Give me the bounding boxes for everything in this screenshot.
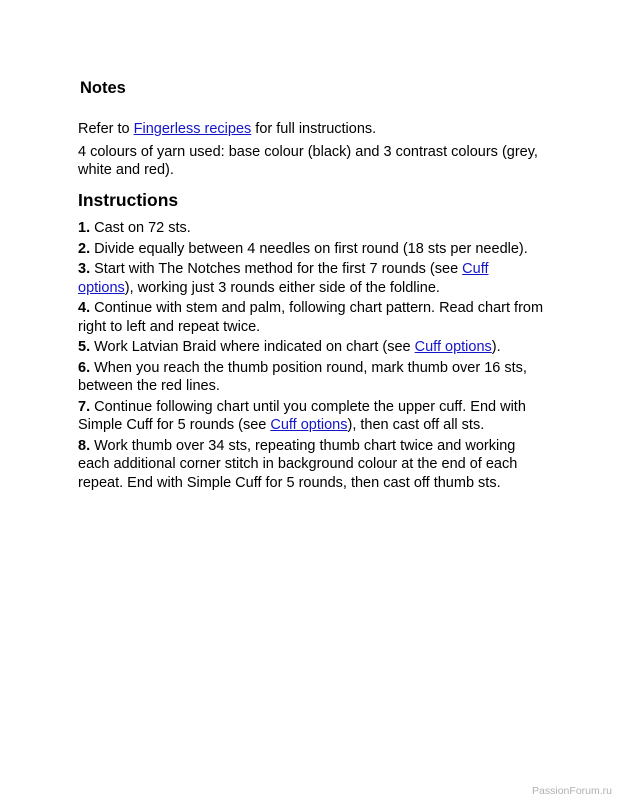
instruction-step-6 [78,359,548,396]
instruction-step-8 [78,437,548,493]
notes-refer-text: Refer to [78,121,134,137]
step-text: Continue with stem and palm, following chart pattern. Read chart from right to left and repeat twice. [78,300,544,335]
step-text: Start with The Notches method for the first 7 rounds (see [90,261,463,277]
step-text: Work Latvian Braid where indicated on chart (see [90,339,415,355]
instruction-step-7 [78,398,548,435]
instructions-heading: Instructions [78,190,179,210]
step-text: ), then cast off all sts. [347,417,485,433]
instruction-step-1 [78,219,548,238]
notes-heading: Notes [80,79,126,97]
step-number: 5. [78,339,91,355]
step-number: 6. [78,359,91,376]
step-number: 3. [78,261,91,277]
fingerless-recipes-link[interactable]: Fingerless recipes [133,121,252,137]
instruction-step-3 [78,260,548,297]
cuff-options-link[interactable]: Cuff options [414,339,492,355]
notes-line-yarn: 4 colours of yarn used: base colour (black) and 3 contrast colours (grey, white and red). [78,144,538,178]
cuff-options-link[interactable]: Cuff options [78,261,489,296]
step-text: Work thumb over 34 sts, repeating thumb chart twice and working each additional corner stitch in background colour at the end of each repeat. End with Simple Cuff for 5 rounds, then cast off thumb sts. [78,437,518,491]
step-number: 7. [78,398,91,415]
notes-refer-suffix: for full instructions. [251,121,377,137]
notes-body [78,120,558,184]
instruction-step-4 [78,299,548,336]
step-text: ). [491,339,501,355]
instruction-step-2 [78,240,548,259]
notes-line-refer [78,120,558,138]
step-text: Divide equally between 4 needles on first round (18 sts per needle). [90,240,528,257]
step-number: 1. [78,220,91,236]
instruction-step-5 [78,338,548,357]
step-number: 4. [78,300,91,316]
step-text: ), working just 3 rounds either side of the foldline. [124,279,440,296]
step-text: Continue following chart until you complete the upper cuff. End with Simple Cuff for 5 rounds (see [78,398,526,433]
step-text: Cast on 72 sts. [90,220,191,236]
step-number: 2. [78,240,91,257]
watermark: PassionForum.ru [532,785,612,797]
instructions-list [78,219,548,494]
cuff-options-link[interactable]: Cuff options [270,417,348,433]
step-text: When you reach the thumb position round, mark thumb over 16 sts, between the red lines. [78,359,527,394]
step-number: 8. [78,437,91,454]
